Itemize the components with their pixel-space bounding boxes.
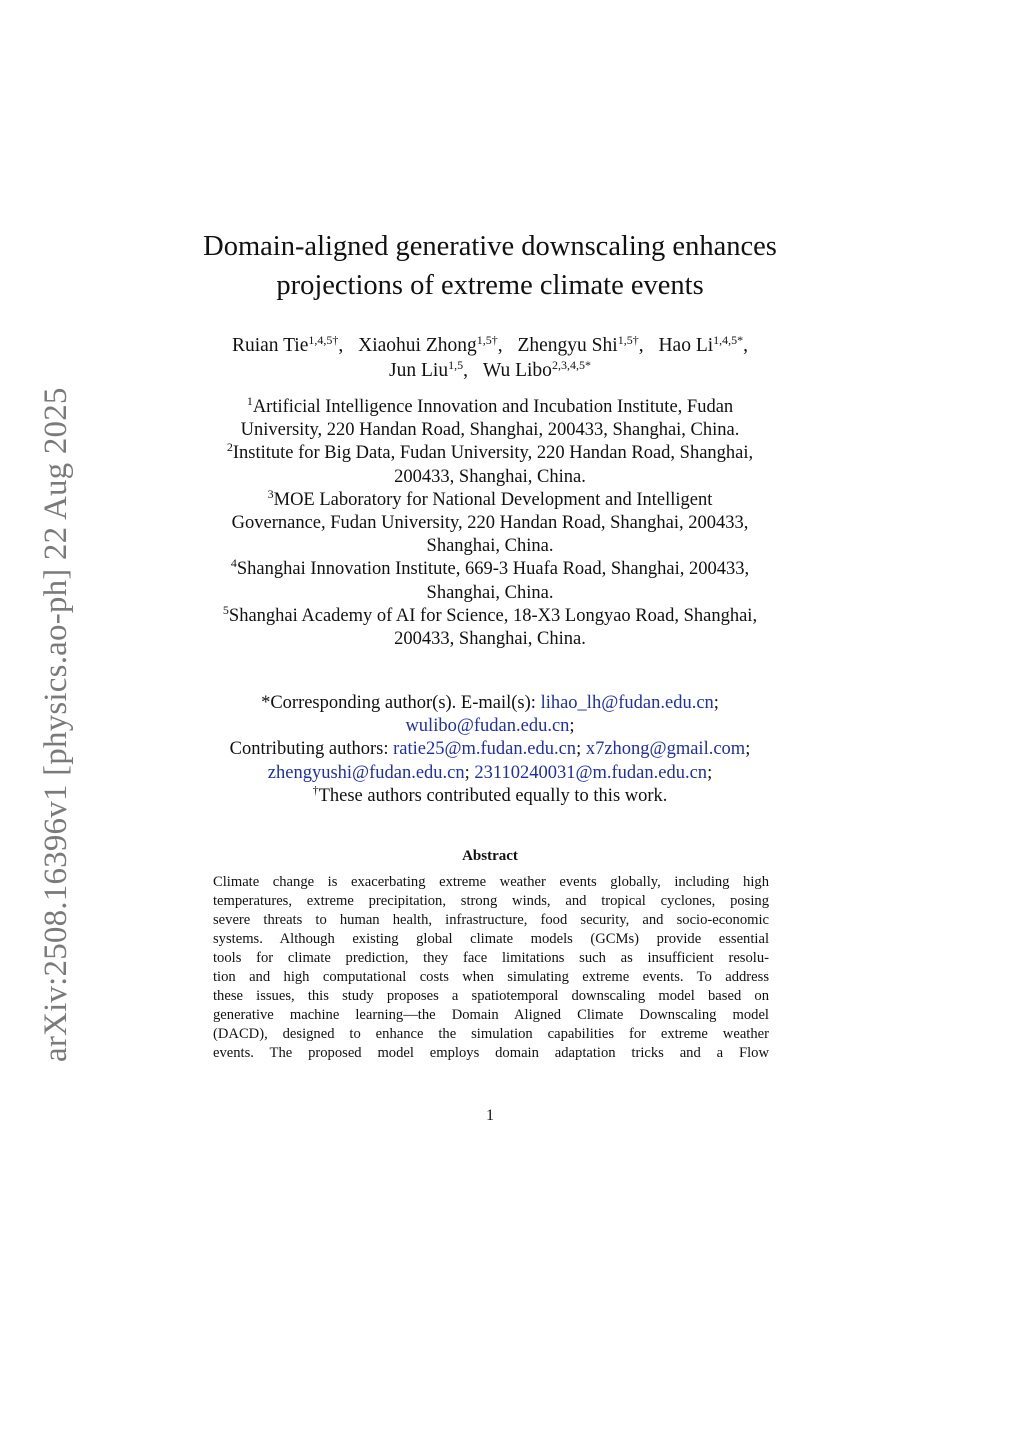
abstract-heading: Abstract: [462, 848, 518, 864]
email-link[interactable]: lihao_lh@fudan.edu.cn: [540, 693, 714, 713]
email-link[interactable]: zhengyushi@fudan.edu.cn: [267, 762, 465, 783]
affiliation: $^5$Shanghai Academy of AI for Science, 18-X3 Longyao Road, Shanghai,: [222, 602, 758, 626]
email-link[interactable]: 23110240031@m.fudan.edu.cn: [474, 762, 708, 783]
abstract-line: Climate change is exacerbating extreme weather events globally, including high: [213, 874, 769, 890]
email-link[interactable]: wulibo@fudan.edu.cn: [405, 716, 570, 737]
equal-contribution-note: †These authors contributed equally to this work.: [312, 782, 668, 806]
page-number: 1: [486, 1107, 494, 1124]
author: Xiaohui Zhong$^{1,5\dagger}$,: [358, 333, 503, 356]
title-line: Domain-aligned generative downscaling enhances: [203, 231, 777, 262]
title-line: projections of extreme climate events: [276, 270, 704, 301]
affiliation: $^3$MOE Laboratory for National Development and Intelligent: [267, 486, 713, 510]
email-link[interactable]: ratie25@m.fudan.edu.cn: [393, 739, 577, 760]
abstract-line: temperatures, extreme precipitation, strong winds, and tropical cyclones, posing: [213, 893, 769, 909]
affiliation: $^4$Shanghai Innovation Institute, 669-3 Huafa Road, Shanghai, 200433,: [230, 556, 750, 580]
contributing-label: Contributing authors:: [229, 739, 389, 760]
corresponding-label: *Corresponding author(s). E-mail(s):: [261, 693, 536, 713]
affiliation: $^2$Institute for Big Data, Fudan University, 220 Handan Road, Shanghai,: [226, 440, 754, 464]
email-link[interactable]: x7zhong@gmail.com: [585, 739, 746, 760]
arxiv-identifier-stamp: arXiv:2508.16396v1 [physics.ao-ph] 22 Aug 2025: [38, 387, 74, 1063]
author: Hao $Li^{1,4,5*}$,: [658, 333, 749, 356]
author-list: [150, 333, 830, 383]
abstract-line: severe threats to human health, infrastructure, food security, and socio-economic: [213, 912, 769, 928]
abstract-line: tools for climate prediction, they face limitations such as insufficient resolu-: [213, 950, 769, 966]
affiliation-continued: Shanghai, China.: [426, 582, 554, 603]
affiliation-continued: 200433, Shanghai, China.: [394, 466, 586, 487]
abstract-line: events. The proposed model employs domain adaptation tricks and a Flow: [213, 1045, 769, 1061]
affiliation: $^1$Artificial Intelligence Innovation and Incubation Institute, Fudan: [246, 394, 734, 417]
affiliation-continued: University, 220 Handan Road, Shanghai, 200433, Shanghai, China.: [240, 420, 740, 441]
abstract-line: tion and high computational costs when simulating extreme events. To address: [213, 969, 769, 985]
contact-block: *Corresponding author(s). E-mail(s): lihao_lh@fudan.edu.cn; wulibo@fudan.edu.cn; Contributing authors: ratie25@m.fudan.edu.cn; x7zhong@gmail.com; zhengyushi@fudan.edu.cn; 23110240031@m.fudan.edu.cn; †These authors contributed equally to this work.: [180, 692, 800, 808]
author: Zhengyu Shi$^{1,5\dagger}$,: [517, 333, 644, 356]
paper-title: [150, 227, 830, 305]
affiliation-continued: Governance, Fudan University, 220 Handan Road, Shanghai, 200433,: [231, 513, 749, 534]
affiliation-continued: Shanghai, China.: [426, 536, 554, 557]
abstract-line: these issues, this study proposes a spatiotemporal downscaling model based on: [213, 988, 769, 1004]
abstract-line: generative machine learning—the Domain Aligned Climate Downscaling model: [213, 1007, 769, 1023]
abstract-line: systems. Although existing global climate models (GCMs) provide essential: [213, 931, 769, 947]
affiliation-continued: 200433, Shanghai, China.: [394, 629, 586, 650]
author: Jun Liu$^{1,5}$,: [389, 358, 468, 381]
author: Wu Libo$^{2,3,4,5*}$: [482, 358, 591, 381]
abstract-body: [213, 873, 769, 1063]
affiliations: [180, 396, 800, 651]
abstract-line: (DACD), designed to enhance the simulation capabilities for extreme weather: [213, 1026, 769, 1042]
author: Ruian Tie$^{1,4,5\dagger}$,: [231, 333, 344, 356]
